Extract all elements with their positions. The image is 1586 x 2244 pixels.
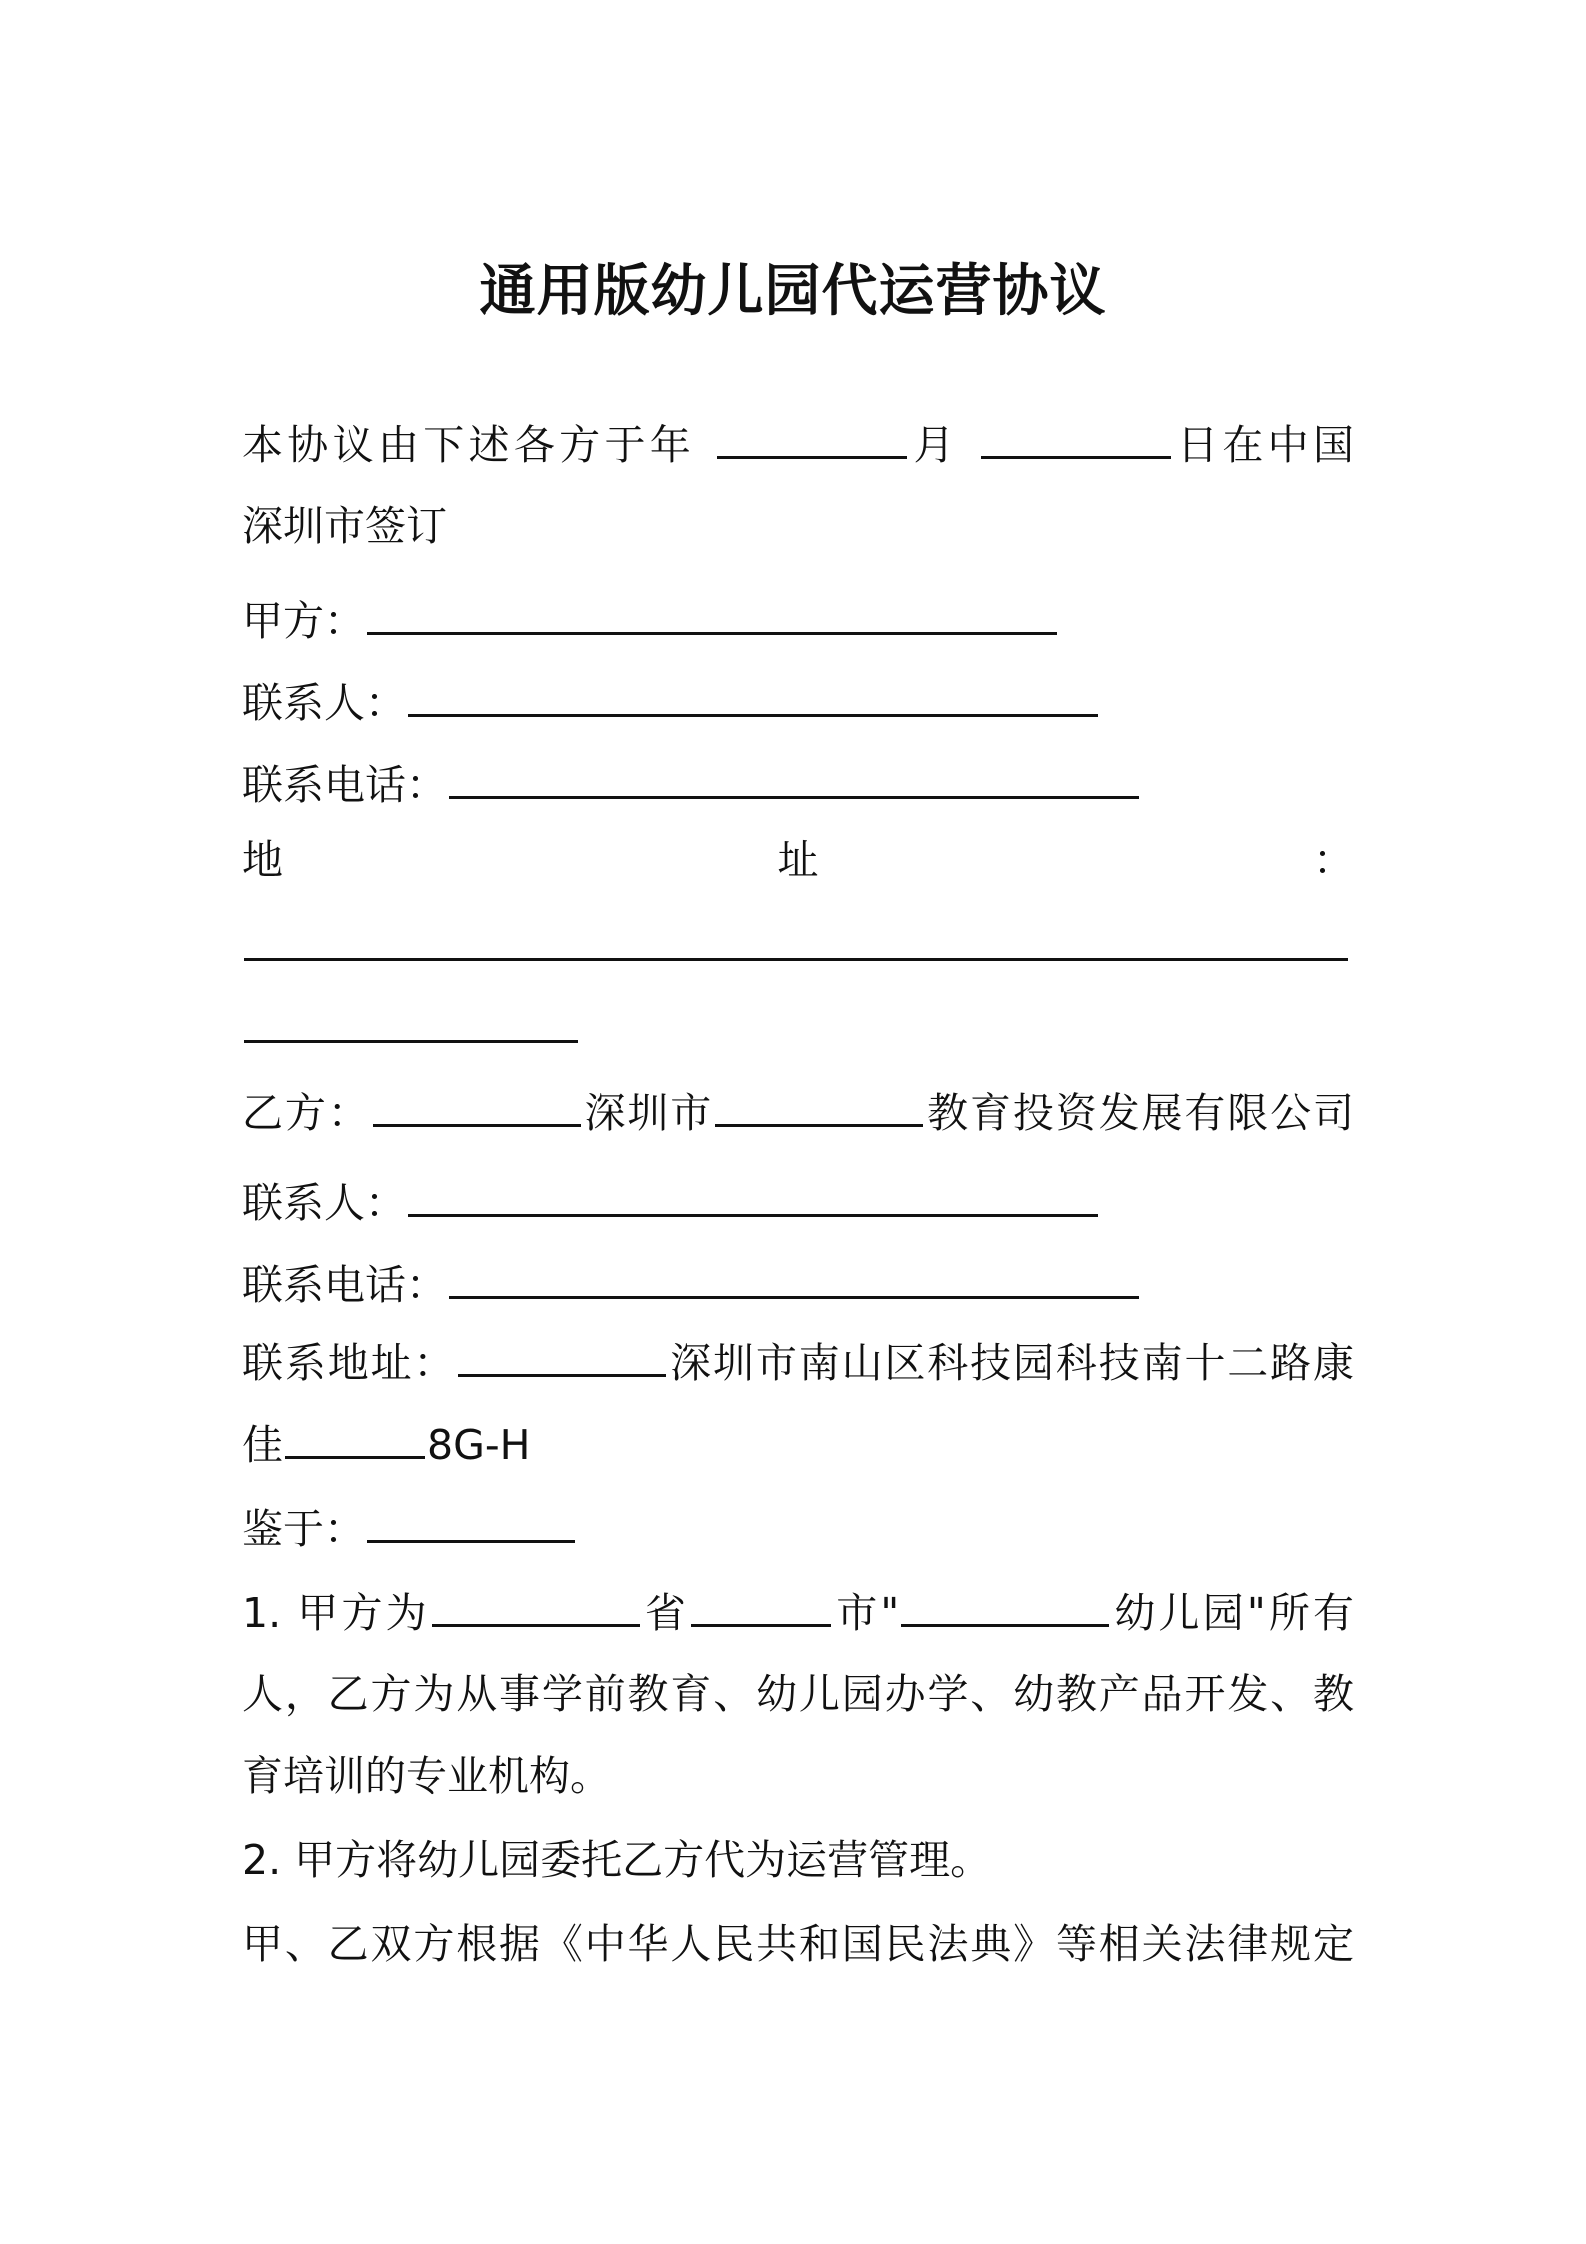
party-b-address-line-2 xyxy=(242,1412,1354,1475)
party-a-address-blank-line-1 xyxy=(242,914,1354,977)
party-a-contact-line xyxy=(242,670,1354,733)
party-b-address-line2-suffix: 8G-H xyxy=(427,1421,531,1469)
clause-1-line-2: 人，乙方为从事学前教育、幼儿园办学、幼教产品开发、教 xyxy=(242,1670,1354,1718)
party-b-address-blank-2[interactable] xyxy=(285,1412,425,1459)
address-char-3: ： xyxy=(1313,836,1354,884)
party-b-address-label: 联系地址： xyxy=(242,1339,457,1387)
whereas-blank[interactable] xyxy=(367,1496,575,1543)
party-b-label: 乙方： xyxy=(242,1089,371,1137)
party-a-phone-label: 联系电话： xyxy=(242,761,447,809)
clause-3-line-1: 甲、乙双方根据《中华人民共和国民法典》等相关法律规定 xyxy=(242,1920,1354,1968)
whereas-line xyxy=(242,1496,1354,1559)
party-a-address-blank-2[interactable] xyxy=(244,996,578,1043)
party-b-blank-1[interactable] xyxy=(373,1080,581,1127)
intro-line-2: 深圳市签订 xyxy=(242,502,447,550)
party-a-contact-blank[interactable] xyxy=(408,670,1098,717)
party-b-phone-label: 联系电话： xyxy=(242,1261,447,1309)
clause-1-start: 1. 甲方为 xyxy=(242,1589,430,1637)
party-a-blank[interactable] xyxy=(367,588,1057,635)
party-b-contact-line xyxy=(242,1170,1354,1233)
party-b-line xyxy=(242,1080,1354,1143)
party-a-address-line xyxy=(242,830,1354,890)
clause-1-blank-name[interactable] xyxy=(432,1580,640,1627)
party-b-address-text: 深圳市南山区科技园科技南十二路康 xyxy=(668,1339,1354,1387)
intro-line-1 xyxy=(242,412,1354,475)
party-a-address-blank-line-2 xyxy=(242,996,1354,1059)
party-a-line xyxy=(242,588,1354,651)
party-b-address-blank[interactable] xyxy=(458,1330,666,1377)
party-a-address-blank-1[interactable] xyxy=(244,914,1348,961)
party-b-blank-2[interactable] xyxy=(715,1080,923,1127)
party-b-phone-line xyxy=(242,1252,1354,1315)
party-b-contact-label: 联系人： xyxy=(242,1179,406,1227)
month-label: 月 xyxy=(909,421,959,469)
address-char-1: 地 xyxy=(242,836,283,884)
day-location-text: 日在中国 xyxy=(1172,421,1354,469)
clause-1-line-3: 育培训的专业机构。 xyxy=(242,1752,611,1800)
party-b-address-line xyxy=(242,1330,1354,1393)
day-blank[interactable] xyxy=(981,412,1171,459)
clause-1-blank-kindergarten[interactable] xyxy=(901,1580,1109,1627)
party-b-city: 深圳市 xyxy=(582,1089,714,1137)
party-b-address-line2-prefix: 佳 xyxy=(242,1421,283,1469)
address-char-2: 址 xyxy=(777,836,819,884)
year-blank[interactable] xyxy=(717,412,907,459)
clause-2: 2. 甲方将幼儿园委托乙方代为运营管理。 xyxy=(242,1836,992,1884)
clause-1-city: 市" xyxy=(833,1589,900,1637)
party-b-company-suffix: 教育投资发展有限公司 xyxy=(925,1089,1354,1137)
party-b-contact-blank[interactable] xyxy=(408,1170,1098,1217)
party-a-contact-label: 联系人： xyxy=(242,679,406,727)
document-title: 通用版幼儿园代运营协议 xyxy=(479,259,1107,324)
party-a-phone-line xyxy=(242,752,1354,815)
clause-1-blank-city[interactable] xyxy=(691,1580,831,1627)
whereas-label: 鉴于： xyxy=(242,1505,365,1553)
party-b-phone-blank[interactable] xyxy=(449,1252,1139,1299)
clause-1-kindergarten: 幼儿园"所有 xyxy=(1111,1589,1354,1637)
party-a-phone-blank[interactable] xyxy=(449,752,1139,799)
clause-1-line-1 xyxy=(242,1580,1354,1643)
clause-1-province: 省 xyxy=(641,1589,690,1637)
intro-text: 本协议由下述各方于年 xyxy=(242,421,696,469)
party-a-label: 甲方： xyxy=(242,597,365,645)
